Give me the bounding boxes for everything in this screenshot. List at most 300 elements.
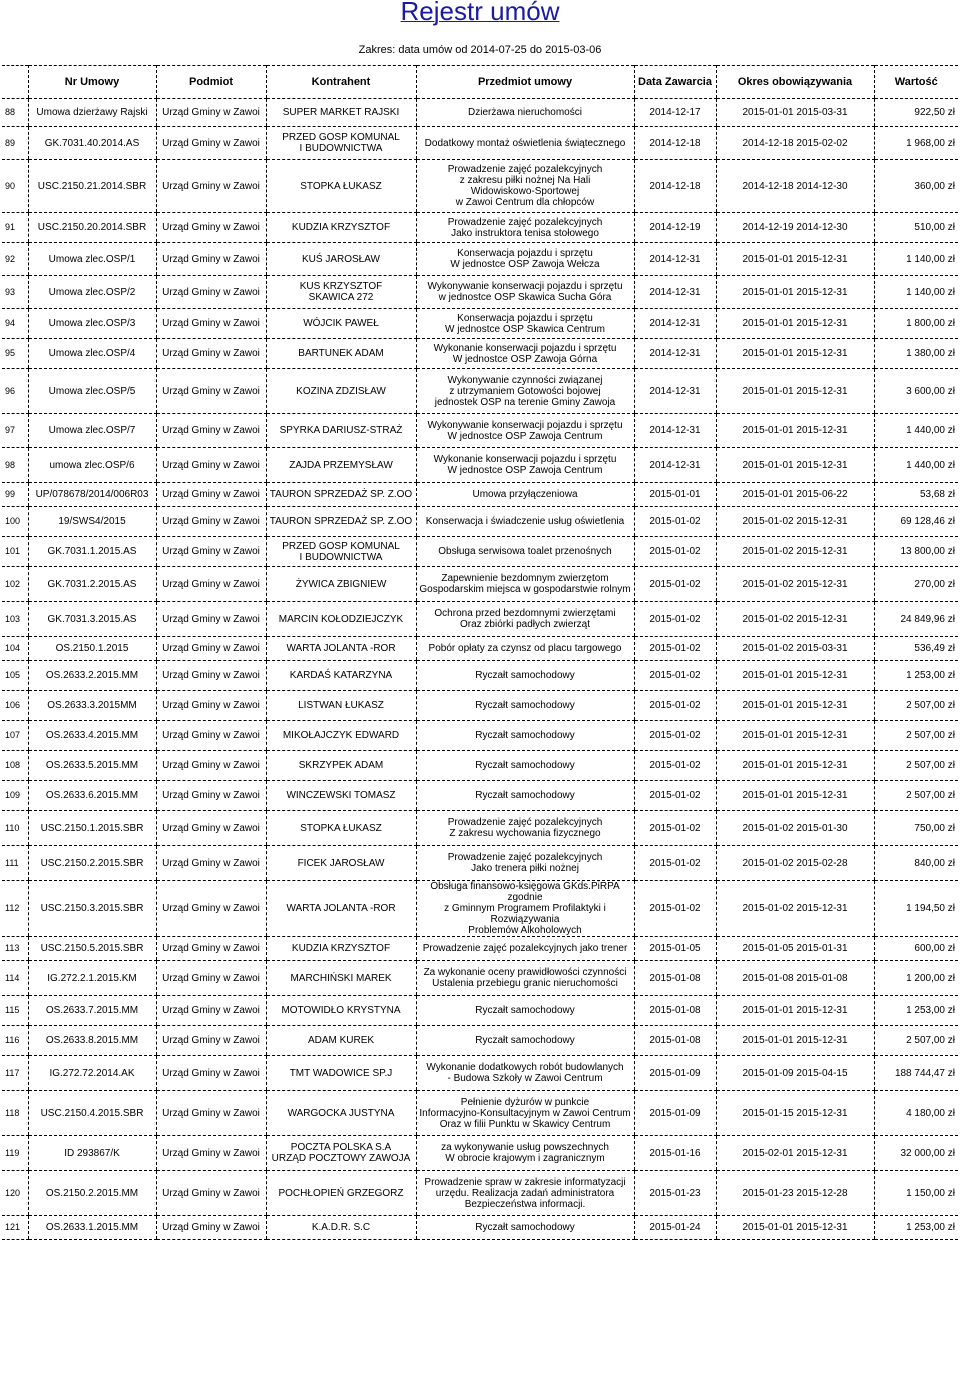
cell-wartosc: 1 140,00 zł <box>874 243 958 276</box>
cell-lp: 119 <box>2 1136 28 1171</box>
cell-nr-umowy: Umowa zlec.OSP/5 <box>28 369 156 414</box>
cell-wartosc: 4 180,00 zł <box>874 1091 958 1136</box>
cell-data-zawarcia: 2015-01-01 <box>634 483 716 507</box>
cell-lp: 107 <box>2 721 28 751</box>
cell-kontrahent: SKRZYPEK ADAM <box>266 751 416 781</box>
cell-podmiot: Urząd Gminy w Zawoi <box>156 691 266 721</box>
page-subtitle: Zakres: data umów od 2014-07-25 do 2015-03-06 <box>358 44 602 56</box>
cell-lp: 111 <box>2 846 28 881</box>
cell-podmiot: Urząd Gminy w Zawoi <box>156 661 266 691</box>
cell-kontrahent: LISTWAN ŁUKASZ <box>266 691 416 721</box>
cell-nr-umowy: GK.7031.2.2015.AS <box>28 567 156 602</box>
cell-kontrahent: WARGOCKA JUSTYNA <box>266 1091 416 1136</box>
cell-przedmiot: Konserwacja pojazdu i sprzętu W jednostce OSP Zawoja Wełcza <box>416 243 634 276</box>
cell-kontrahent: SUPER MARKET RAJSKI <box>266 99 416 127</box>
cell-wartosc: 1 380,00 zł <box>874 339 958 369</box>
table-row <box>2 781 958 811</box>
table-row <box>2 507 958 537</box>
cell-wartosc: 536,49 zł <box>874 637 958 661</box>
cell-okres: 2015-01-23 2015-12-28 <box>716 1171 874 1216</box>
cell-przedmiot: Wykonanie konserwacji pojazdu i sprzętu W jednostce OSP Zawoja Centrum <box>416 448 634 483</box>
cell-lp: 95 <box>2 339 28 369</box>
cell-nr-umowy: GK.7031.1.2015.AS <box>28 537 156 567</box>
cell-nr-umowy: Umowa dzierżawy Rajski <box>28 99 156 127</box>
cell-okres: 2015-01-02 2015-03-31 <box>716 637 874 661</box>
cell-przedmiot: Wykonywanie czynności związanej z utrzymaniem Gotowości bojowej jednostek OSP na terenie Gminy Zawoja <box>416 369 634 414</box>
cell-nr-umowy: USC.2150.21.2014.SBR <box>28 160 156 213</box>
cell-przedmiot: Prowadzenie zajęć pozalekcyjnych Z zakresu wychowania fizycznego <box>416 811 634 846</box>
cell-przedmiot: Pełnienie dyżurów w punkcie Informacyjno-Konsultacyjnym w Zawoi Centrum Oraz w filii Punktu w Skawicy Centrum <box>416 1091 634 1136</box>
cell-podmiot: Urząd Gminy w Zawoi <box>156 369 266 414</box>
cell-przedmiot: Konserwacja i świadczenie usług oświetlenia <box>416 507 634 537</box>
cell-okres: 2015-01-02 2015-12-31 <box>716 881 874 937</box>
cell-podmiot: Urząd Gminy w Zawoi <box>156 1171 266 1216</box>
cell-data-zawarcia: 2014-12-31 <box>634 369 716 414</box>
cell-przedmiot: Obsługa finansowo-księgowa GKds.PiRPA zgodnie z Gminnym Programem Profilaktyki i Rozwiązywania Problemów Alkoholowych <box>416 881 634 937</box>
cell-wartosc: 1 150,00 zł <box>874 1171 958 1216</box>
cell-nr-umowy: USC.2150.1.2015.SBR <box>28 811 156 846</box>
cell-wartosc: 2 507,00 zł <box>874 1026 958 1056</box>
cell-wartosc: 69 128,46 zł <box>874 507 958 537</box>
cell-wartosc: 2 507,00 zł <box>874 691 958 721</box>
cell-lp: 108 <box>2 751 28 781</box>
cell-kontrahent: TMT WADOWICE SP.J <box>266 1056 416 1091</box>
cell-przedmiot: Ryczałt samochodowy <box>416 1026 634 1056</box>
cell-podmiot: Urząd Gminy w Zawoi <box>156 846 266 881</box>
cell-kontrahent: PRZED GOSP KOMUNAL I BUDOWNICTWA <box>266 537 416 567</box>
table-row <box>2 483 958 507</box>
cell-przedmiot: za wykonywanie usług powszechnych W obrocie krajowym i zagranicznym <box>416 1136 634 1171</box>
cell-wartosc: 2 507,00 zł <box>874 781 958 811</box>
cell-nr-umowy: OS.2633.6.2015.MM <box>28 781 156 811</box>
cell-data-zawarcia: 2014-12-31 <box>634 414 716 448</box>
cell-lp: 103 <box>2 602 28 637</box>
cell-przedmiot: Wykonanie dodatkowych robót budowlanych - Budowa Szkoły w Zawoi Centrum <box>416 1056 634 1091</box>
cell-wartosc: 600,00 zł <box>874 937 958 961</box>
cell-lp: 110 <box>2 811 28 846</box>
cell-kontrahent: KUŚ JAROSŁAW <box>266 243 416 276</box>
cell-kontrahent: KUDZIA KRZYSZTOF <box>266 213 416 243</box>
table-row <box>2 811 958 846</box>
table-row <box>2 961 958 996</box>
cell-data-zawarcia: 2015-01-08 <box>634 996 716 1026</box>
cell-okres: 2015-01-01 2015-12-31 <box>716 1216 874 1240</box>
cell-podmiot: Urząd Gminy w Zawoi <box>156 1136 266 1171</box>
cell-nr-umowy: umowa zlec.OSP/6 <box>28 448 156 483</box>
cell-data-zawarcia: 2015-01-08 <box>634 1026 716 1056</box>
cell-podmiot: Urząd Gminy w Zawoi <box>156 507 266 537</box>
cell-okres: 2015-01-01 2015-06-22 <box>716 483 874 507</box>
table-row <box>2 1056 958 1091</box>
cell-podmiot: Urząd Gminy w Zawoi <box>156 1091 266 1136</box>
cell-nr-umowy: USC.2150.2.2015.SBR <box>28 846 156 881</box>
cell-podmiot: Urząd Gminy w Zawoi <box>156 781 266 811</box>
cell-podmiot: Urząd Gminy w Zawoi <box>156 1026 266 1056</box>
cell-lp: 112 <box>2 881 28 937</box>
cell-przedmiot: Ryczałt samochodowy <box>416 996 634 1026</box>
cell-okres: 2015-01-01 2015-12-31 <box>716 339 874 369</box>
cell-wartosc: 1 253,00 zł <box>874 661 958 691</box>
cell-przedmiot: Ryczałt samochodowy <box>416 1216 634 1240</box>
cell-nr-umowy: IG.272.2.1.2015.KM <box>28 961 156 996</box>
cell-przedmiot: Wykonanie konserwacji pojazdu i sprzętu W jednostce OSP Zawoja Górna <box>416 339 634 369</box>
cell-okres: 2014-12-18 2014-12-30 <box>716 160 874 213</box>
table-row <box>2 160 958 213</box>
cell-data-zawarcia: 2015-01-02 <box>634 661 716 691</box>
cell-lp: 101 <box>2 537 28 567</box>
header-przedmiot: Przedmiot umowy <box>416 66 634 99</box>
cell-nr-umowy: OS.2633.2.2015.MM <box>28 661 156 691</box>
header-podmiot: Podmiot <box>156 66 266 99</box>
cell-przedmiot: Ryczałt samochodowy <box>416 751 634 781</box>
header-kontrahent: Kontrahent <box>266 66 416 99</box>
cell-nr-umowy: IG.272.72.2014.AK <box>28 1056 156 1091</box>
cell-okres: 2015-01-02 2015-12-31 <box>716 567 874 602</box>
cell-wartosc: 1 253,00 zł <box>874 996 958 1026</box>
cell-podmiot: Urząd Gminy w Zawoi <box>156 602 266 637</box>
cell-wartosc: 1 440,00 zł <box>874 448 958 483</box>
cell-nr-umowy: OS.2633.4.2015.MM <box>28 721 156 751</box>
cell-wartosc: 510,00 zł <box>874 213 958 243</box>
cell-podmiot: Urząd Gminy w Zawoi <box>156 414 266 448</box>
cell-lp: 96 <box>2 369 28 414</box>
table-row <box>2 1091 958 1136</box>
cell-okres: 2015-01-02 2015-02-28 <box>716 846 874 881</box>
cell-data-zawarcia: 2015-01-09 <box>634 1091 716 1136</box>
cell-okres: 2015-01-02 2015-12-31 <box>716 537 874 567</box>
cell-kontrahent: TAURON SPRZEDAŻ SP. Z.OO <box>266 483 416 507</box>
cell-data-zawarcia: 2015-01-09 <box>634 1056 716 1091</box>
cell-nr-umowy: OS.2150.2.2015.MM <box>28 1171 156 1216</box>
cell-podmiot: Urząd Gminy w Zawoi <box>156 213 266 243</box>
table-row <box>2 721 958 751</box>
cell-okres: 2015-01-01 2015-12-31 <box>716 369 874 414</box>
table-row <box>2 127 958 160</box>
cell-okres: 2015-01-01 2015-12-31 <box>716 691 874 721</box>
cell-lp: 102 <box>2 567 28 602</box>
cell-przedmiot: Prowadzenie spraw w zakresie informatyzacji urzędu. Realizacja zadań administratora Bezpieczeństwa informacji. <box>416 1171 634 1216</box>
cell-lp: 98 <box>2 448 28 483</box>
cell-kontrahent: K.A.D.R. S.C <box>266 1216 416 1240</box>
cell-data-zawarcia: 2015-01-02 <box>634 781 716 811</box>
cell-podmiot: Urząd Gminy w Zawoi <box>156 276 266 309</box>
cell-data-zawarcia: 2015-01-02 <box>634 507 716 537</box>
cell-kontrahent: MARCHIŃSKI MAREK <box>266 961 416 996</box>
cell-okres: 2014-12-18 2015-02-02 <box>716 127 874 160</box>
cell-data-zawarcia: 2015-01-02 <box>634 567 716 602</box>
cell-kontrahent: KUDZIA KRZYSZTOF <box>266 937 416 961</box>
cell-okres: 2015-01-02 2015-12-31 <box>716 507 874 537</box>
cell-nr-umowy: USC.2150.4.2015.SBR <box>28 1091 156 1136</box>
header-okres: Okres obowiązywania <box>716 66 874 99</box>
cell-kontrahent: TAURON SPRZEDAŻ SP. Z.OO <box>266 507 416 537</box>
cell-okres: 2015-01-01 2015-12-31 <box>716 1026 874 1056</box>
table-row <box>2 1171 958 1216</box>
table-header-row <box>2 66 958 99</box>
table-row <box>2 339 958 369</box>
cell-podmiot: Urząd Gminy w Zawoi <box>156 721 266 751</box>
cell-okres: 2015-01-05 2015-01-31 <box>716 937 874 961</box>
cell-nr-umowy: Umowa zlec.OSP/4 <box>28 339 156 369</box>
cell-data-zawarcia: 2015-01-02 <box>634 637 716 661</box>
cell-data-zawarcia: 2014-12-31 <box>634 448 716 483</box>
cell-podmiot: Urząd Gminy w Zawoi <box>156 127 266 160</box>
cell-data-zawarcia: 2015-01-05 <box>634 937 716 961</box>
table-row <box>2 1216 958 1240</box>
cell-podmiot: Urząd Gminy w Zawoi <box>156 881 266 937</box>
table-row <box>2 881 958 937</box>
cell-przedmiot: Konserwacja pojazdu i sprzętu W jednostce OSP Skawica Centrum <box>416 309 634 339</box>
cell-kontrahent: MIKOŁAJCZYK EDWARD <box>266 721 416 751</box>
cell-okres: 2015-01-08 2015-01-08 <box>716 961 874 996</box>
cell-nr-umowy: GK.7031.40.2014.AS <box>28 127 156 160</box>
cell-nr-umowy: USC.2150.3.2015.SBR <box>28 881 156 937</box>
cell-data-zawarcia: 2014-12-17 <box>634 99 716 127</box>
cell-data-zawarcia: 2015-01-02 <box>634 691 716 721</box>
cell-lp: 90 <box>2 160 28 213</box>
cell-nr-umowy: OS.2633.3.2015MM <box>28 691 156 721</box>
cell-kontrahent: ZAJDA PRZEMYSŁAW <box>266 448 416 483</box>
cell-wartosc: 1 440,00 zł <box>874 414 958 448</box>
cell-okres: 2015-01-01 2015-12-31 <box>716 661 874 691</box>
table-body <box>2 99 958 1240</box>
cell-data-zawarcia: 2015-01-02 <box>634 846 716 881</box>
header-nr-umowy: Nr Umowy <box>28 66 156 99</box>
cell-lp: 106 <box>2 691 28 721</box>
cell-wartosc: 24 849,96 zł <box>874 602 958 637</box>
cell-nr-umowy: Umowa zlec.OSP/3 <box>28 309 156 339</box>
cell-lp: 120 <box>2 1171 28 1216</box>
cell-data-zawarcia: 2014-12-31 <box>634 276 716 309</box>
cell-kontrahent: STOPKA ŁUKASZ <box>266 160 416 213</box>
cell-wartosc: 1 200,00 zł <box>874 961 958 996</box>
cell-okres: 2015-01-01 2015-03-31 <box>716 99 874 127</box>
cell-kontrahent: MARCIN KOŁODZIEJCZYK <box>266 602 416 637</box>
cell-wartosc: 3 600,00 zł <box>874 369 958 414</box>
cell-podmiot: Urząd Gminy w Zawoi <box>156 961 266 996</box>
contracts-table <box>2 65 958 1240</box>
cell-data-zawarcia: 2015-01-16 <box>634 1136 716 1171</box>
cell-data-zawarcia: 2015-01-08 <box>634 961 716 996</box>
cell-wartosc: 2 507,00 zł <box>874 751 958 781</box>
header-data-zawarcia: Data Zawarcia <box>634 66 716 99</box>
cell-podmiot: Urząd Gminy w Zawoi <box>156 448 266 483</box>
table-row <box>2 937 958 961</box>
cell-nr-umowy: GK.7031.3.2015.AS <box>28 602 156 637</box>
cell-wartosc: 840,00 zł <box>874 846 958 881</box>
cell-podmiot: Urząd Gminy w Zawoi <box>156 243 266 276</box>
cell-nr-umowy: UP/078678/2014/006R03 <box>28 483 156 507</box>
cell-data-zawarcia: 2014-12-19 <box>634 213 716 243</box>
cell-przedmiot: Obsługa serwisowa toalet przenośnych <box>416 537 634 567</box>
cell-nr-umowy: OS.2150.1.2015 <box>28 637 156 661</box>
table-row <box>2 846 958 881</box>
cell-nr-umowy: OS.2633.7.2015.MM <box>28 996 156 1026</box>
table-row <box>2 691 958 721</box>
cell-podmiot: Urząd Gminy w Zawoi <box>156 996 266 1026</box>
cell-lp: 92 <box>2 243 28 276</box>
table-row <box>2 637 958 661</box>
cell-podmiot: Urząd Gminy w Zawoi <box>156 309 266 339</box>
table-row <box>2 996 958 1026</box>
cell-przedmiot: Ryczałt samochodowy <box>416 691 634 721</box>
cell-podmiot: Urząd Gminy w Zawoi <box>156 160 266 213</box>
cell-lp: 109 <box>2 781 28 811</box>
cell-data-zawarcia: 2015-01-02 <box>634 881 716 937</box>
cell-kontrahent: WINCZEWSKI TOMASZ <box>266 781 416 811</box>
cell-wartosc: 360,00 zł <box>874 160 958 213</box>
cell-podmiot: Urząd Gminy w Zawoi <box>156 811 266 846</box>
header-lp <box>2 66 28 99</box>
table-row <box>2 1136 958 1171</box>
cell-wartosc: 53,68 zł <box>874 483 958 507</box>
cell-data-zawarcia: 2015-01-02 <box>634 602 716 637</box>
cell-przedmiot: Wykonywanie konserwacji pojazdu i sprzętu w jednostce OSP Skawica Sucha Góra <box>416 276 634 309</box>
cell-nr-umowy: Umowa zlec.OSP/2 <box>28 276 156 309</box>
cell-wartosc: 270,00 zł <box>874 567 958 602</box>
cell-data-zawarcia: 2014-12-31 <box>634 243 716 276</box>
cell-kontrahent: KUS KRZYSZTOF SKAWICA 272 <box>266 276 416 309</box>
table-row <box>2 276 958 309</box>
cell-podmiot: Urząd Gminy w Zawoi <box>156 1056 266 1091</box>
cell-przedmiot: Ryczałt samochodowy <box>416 721 634 751</box>
cell-przedmiot: Prowadzenie zajęć pozalekcyjnych Jako instruktora tenisa stołowego <box>416 213 634 243</box>
cell-lp: 121 <box>2 1216 28 1240</box>
cell-data-zawarcia: 2015-01-02 <box>634 537 716 567</box>
cell-okres: 2015-01-01 2015-12-31 <box>716 721 874 751</box>
cell-lp: 118 <box>2 1091 28 1136</box>
table-row <box>2 751 958 781</box>
cell-wartosc: 2 507,00 zł <box>874 721 958 751</box>
table-row <box>2 1026 958 1056</box>
cell-kontrahent: WÓJCIK PAWEŁ <box>266 309 416 339</box>
page-title: Rejestr umów <box>400 0 560 26</box>
cell-nr-umowy: OS.2633.8.2015.MM <box>28 1026 156 1056</box>
cell-lp: 100 <box>2 507 28 537</box>
cell-wartosc: 922,50 zł <box>874 99 958 127</box>
cell-kontrahent: BARTUNEK ADAM <box>266 339 416 369</box>
cell-kontrahent: POCHŁOPIEŃ GRZEGORZ <box>266 1171 416 1216</box>
cell-kontrahent: KOZINA ZDZISŁAW <box>266 369 416 414</box>
cell-kontrahent: STOPKA ŁUKASZ <box>266 811 416 846</box>
cell-podmiot: Urząd Gminy w Zawoi <box>156 339 266 369</box>
cell-podmiot: Urząd Gminy w Zawoi <box>156 99 266 127</box>
cell-lp: 116 <box>2 1026 28 1056</box>
cell-okres: 2015-01-01 2015-12-31 <box>716 448 874 483</box>
cell-okres: 2015-01-01 2015-12-31 <box>716 243 874 276</box>
cell-kontrahent: FICEK JAROSŁAW <box>266 846 416 881</box>
cell-wartosc: 750,00 zł <box>874 811 958 846</box>
cell-lp: 105 <box>2 661 28 691</box>
cell-podmiot: Urząd Gminy w Zawoi <box>156 751 266 781</box>
cell-data-zawarcia: 2015-01-02 <box>634 811 716 846</box>
cell-podmiot: Urząd Gminy w Zawoi <box>156 637 266 661</box>
cell-nr-umowy: OS.2633.1.2015.MM <box>28 1216 156 1240</box>
cell-okres: 2015-01-09 2015-04-15 <box>716 1056 874 1091</box>
cell-wartosc: 1 253,00 zł <box>874 1216 958 1240</box>
cell-kontrahent: SPYRKA DARIUSZ-STRAŻ <box>266 414 416 448</box>
cell-kontrahent: ŻYWICA ZBIGNIEW <box>266 567 416 602</box>
table-row <box>2 99 958 127</box>
table-row <box>2 213 958 243</box>
cell-nr-umowy: Umowa zlec.OSP/1 <box>28 243 156 276</box>
cell-wartosc: 188 744,47 zł <box>874 1056 958 1091</box>
cell-nr-umowy: ID 293867/K <box>28 1136 156 1171</box>
cell-wartosc: 1 194,50 zł <box>874 881 958 937</box>
cell-lp: 93 <box>2 276 28 309</box>
table-row <box>2 448 958 483</box>
cell-nr-umowy: OS.2633.5.2015.MM <box>28 751 156 781</box>
cell-kontrahent: WARTA JOLANTA -ROR <box>266 881 416 937</box>
cell-przedmiot: Ryczałt samochodowy <box>416 661 634 691</box>
table-row <box>2 369 958 414</box>
cell-data-zawarcia: 2014-12-31 <box>634 339 716 369</box>
cell-okres: 2015-01-01 2015-12-31 <box>716 781 874 811</box>
cell-nr-umowy: USC.2150.20.2014.SBR <box>28 213 156 243</box>
cell-data-zawarcia: 2015-01-23 <box>634 1171 716 1216</box>
cell-okres: 2015-01-01 2015-12-31 <box>716 309 874 339</box>
cell-lp: 89 <box>2 127 28 160</box>
cell-okres: 2015-01-01 2015-12-31 <box>716 751 874 781</box>
cell-lp: 117 <box>2 1056 28 1091</box>
cell-lp: 91 <box>2 213 28 243</box>
cell-okres: 2014-12-19 2014-12-30 <box>716 213 874 243</box>
cell-data-zawarcia: 2015-01-02 <box>634 721 716 751</box>
cell-kontrahent: MOTOWIDŁO KRYSTYNA <box>266 996 416 1026</box>
cell-okres: 2015-01-01 2015-12-31 <box>716 414 874 448</box>
cell-przedmiot: Pobór opłaty za czynsz od placu targowego <box>416 637 634 661</box>
cell-przedmiot: Prowadzenie zajęć pozalekcyjnych z zakresu piłki nożnej Na Hali Widowiskowo-Sportowej w Zawoi Centrum dla chłopców <box>416 160 634 213</box>
table-row <box>2 567 958 602</box>
cell-podmiot: Urząd Gminy w Zawoi <box>156 1216 266 1240</box>
cell-kontrahent: KARDAŚ KATARZYNA <box>266 661 416 691</box>
cell-okres: 2015-01-01 2015-12-31 <box>716 276 874 309</box>
cell-przedmiot: Ochrona przed bezdomnymi zwierzętami Oraz zbiórki padłych zwierząt <box>416 602 634 637</box>
cell-data-zawarcia: 2014-12-18 <box>634 160 716 213</box>
cell-data-zawarcia: 2014-12-31 <box>634 309 716 339</box>
cell-podmiot: Urząd Gminy w Zawoi <box>156 483 266 507</box>
cell-przedmiot: Za wykonanie oceny prawidłowości czynności Ustalenia przebiegu granic nieruchomości <box>416 961 634 996</box>
cell-wartosc: 13 800,00 zł <box>874 537 958 567</box>
cell-okres: 2015-02-01 2015-12-31 <box>716 1136 874 1171</box>
cell-przedmiot: Ryczałt samochodowy <box>416 781 634 811</box>
cell-lp: 99 <box>2 483 28 507</box>
cell-wartosc: 1 800,00 zł <box>874 309 958 339</box>
cell-wartosc: 1 968,00 zł <box>874 127 958 160</box>
table-row <box>2 661 958 691</box>
cell-przedmiot: Prowadzenie zajęć pozalekcyjnych Jako trenera piłki nożnej <box>416 846 634 881</box>
cell-okres: 2015-01-02 2015-01-30 <box>716 811 874 846</box>
cell-przedmiot: Wykonywanie konserwacji pojazdu i sprzętu W jednostce OSP Zawoja Centrum <box>416 414 634 448</box>
table-row <box>2 414 958 448</box>
cell-okres: 2015-01-15 2015-12-31 <box>716 1091 874 1136</box>
header-wartosc: Wartość <box>874 66 958 99</box>
cell-okres: 2015-01-02 2015-12-31 <box>716 602 874 637</box>
cell-przedmiot: Dodatkowy montaż oświetlenia świątecznego <box>416 127 634 160</box>
cell-data-zawarcia: 2014-12-18 <box>634 127 716 160</box>
table-row <box>2 243 958 276</box>
cell-kontrahent: ADAM KUREK <box>266 1026 416 1056</box>
cell-podmiot: Urząd Gminy w Zawoi <box>156 537 266 567</box>
table-row <box>2 602 958 637</box>
cell-wartosc: 32 000,00 zł <box>874 1136 958 1171</box>
cell-kontrahent: WARTA JOLANTA -ROR <box>266 637 416 661</box>
cell-lp: 94 <box>2 309 28 339</box>
cell-przedmiot: Dzierżawa nieruchomości <box>416 99 634 127</box>
cell-nr-umowy: 19/SWS4/2015 <box>28 507 156 537</box>
cell-podmiot: Urząd Gminy w Zawoi <box>156 567 266 602</box>
cell-wartosc: 1 140,00 zł <box>874 276 958 309</box>
